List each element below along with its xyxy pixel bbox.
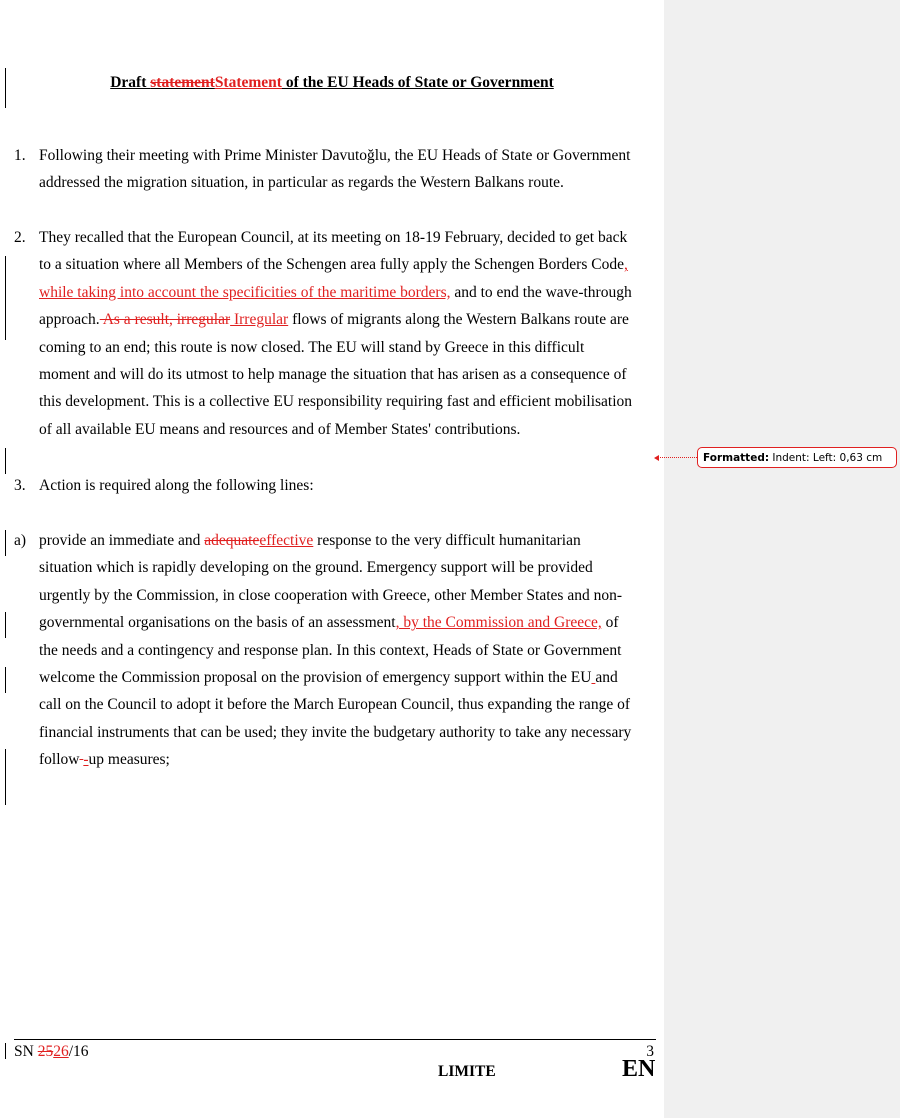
document-title: Draft statementStatement of the EU Heads of State or Government [110,74,554,91]
language-code: EN [622,1056,656,1082]
item-number: a) [14,532,27,549]
item-number: 3. [14,477,26,494]
formatting-balloon[interactable]: Formatted: Indent: Left: 0,63 cm [697,447,897,468]
paragraph-2: They recalled that the European Council, at its meeting on 18-19 February, decided to get back to a situation where all Members of the Schengen area fully apply the Schengen Borders Code, while taking into account the specificities of the maritime borders, and to end the wave-through approach. As a result, irregular Irregular flows of migrants along the Western Balkans route are coming to an end; this route is now closed. The EU will stand by Greece in this difficult moment and will do its utmost to help manage the situation that has arisen as a consequence of this development. This is a collective EU responsibility requiring fast and efficient mobilisation of all available EU means and resources and of Member States' contributions. [39,229,633,438]
markup-pane [664,0,900,1118]
title-deleted-text: statement [150,74,215,91]
comment-connector [658,457,697,458]
paragraph-a: provide an immediate and adequateeffective response to the very difficult humanitarian situation which is rapidly developing on the ground. Emergency support will be provided urgently by the Commission, in close cooperation with Greece, other Member States and non- governmental organisations on the basis of an assessment, by the Commission and Greece, of the needs and a contingency and response plan. In this context, Heads of State or Government welcome the Commission proposal on the provision of emergency support within the EU and call on the Council to adopt it before the March European Council, thus expanding the range of financial instruments that can be used; they invite the budgetary authority to take any necessary follow -up measures; [39,532,632,769]
page-number: 3 [646,1043,654,1060]
item-number: 2. [14,229,26,246]
change-bar [5,448,6,474]
change-bar [5,749,6,805]
paragraph-1: Following their meeting with Prime Minister Davutoğlu, the EU Heads of State or Government addressed the migration situation, in particular as regards the Western Balkans route. [39,147,631,192]
change-bar [5,1043,6,1059]
item-number: 1. [14,147,26,164]
title-inserted-text: Statement [214,74,282,91]
change-bar [5,667,6,693]
paragraph-3: Action is required along the following lines: [39,477,314,494]
change-bar [5,612,6,638]
document-reference: SN 2526/16 [14,1043,89,1060]
footer-divider [14,1039,656,1040]
comment-anchor-icon [654,455,659,461]
change-bar [5,256,6,340]
change-bar [5,530,6,556]
classification-label: LIMITE [438,1063,496,1080]
